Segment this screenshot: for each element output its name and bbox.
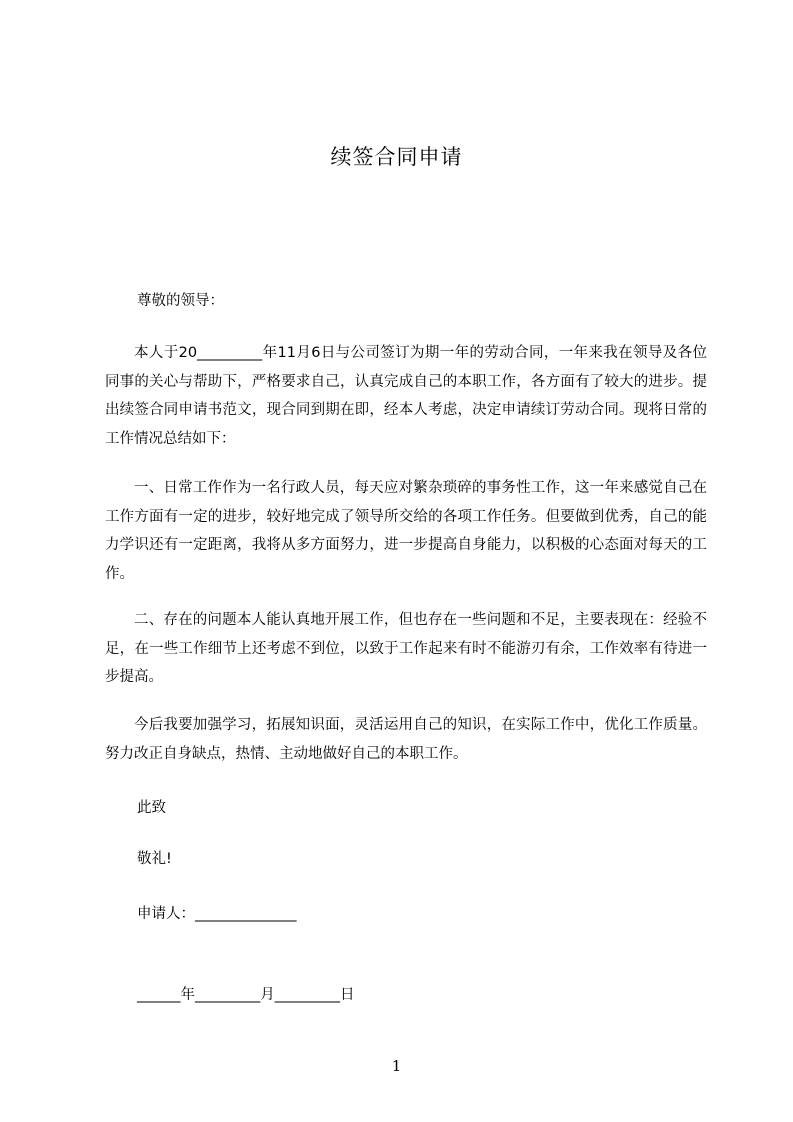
applicant-signature-line: 申请人：______________ [137, 906, 297, 922]
salutation: 尊敬的领导： [137, 293, 224, 309]
paragraph-intro: 本人于20_________年11月6日与公司签订为期一年的劳动合同，一年来我在领导及各位同事的关心与帮助下，严格要求自己，认真完成自己的本职工作，各方面有了较大的进步。提出续签合同申请书范文，现合同到期在即，经本人考虑，决定申请续订劳动合同。现将日常的工作情况总结如下： [105, 345, 707, 447]
paragraph-problems: 二、存在的问题本人能认真地开展工作，但也存在一些问题和不足，主要表现在：经验不足，在一些工作细节上还考虑不到位，以致于工作起来有时不能游刃有余，工作效率有待进一步提高。 [105, 612, 707, 685]
page-number: 1 [391, 1057, 402, 1075]
paragraph-daily-work: 一、日常工作作为一名行政人员，每天应对繁杂琐碎的事务性工作，这一年来感觉自己在工作方面有一定的进步，较好地完成了领导所交给的各项工作任务。但要做到优秀，自己的能力学识还有一定距离，我将从多方面努力，进一步提高自身能力，以积极的心态面对每天的工作。 [105, 480, 707, 582]
closing-respectfully: 此致 [137, 800, 166, 816]
closing-salute: 敬礼! [137, 851, 172, 867]
document-title: 续签合同申请 [330, 145, 463, 169]
paragraph-future-plan: 今后我要加强学习，拓展知识面，灵活运用自己的知识，在实际工作中，优化工作质量。努力改正自身缺点，热情、主动地做好自己的本职工作。 [105, 717, 707, 762]
date-line: ______年_________月_________日 [137, 987, 355, 1003]
